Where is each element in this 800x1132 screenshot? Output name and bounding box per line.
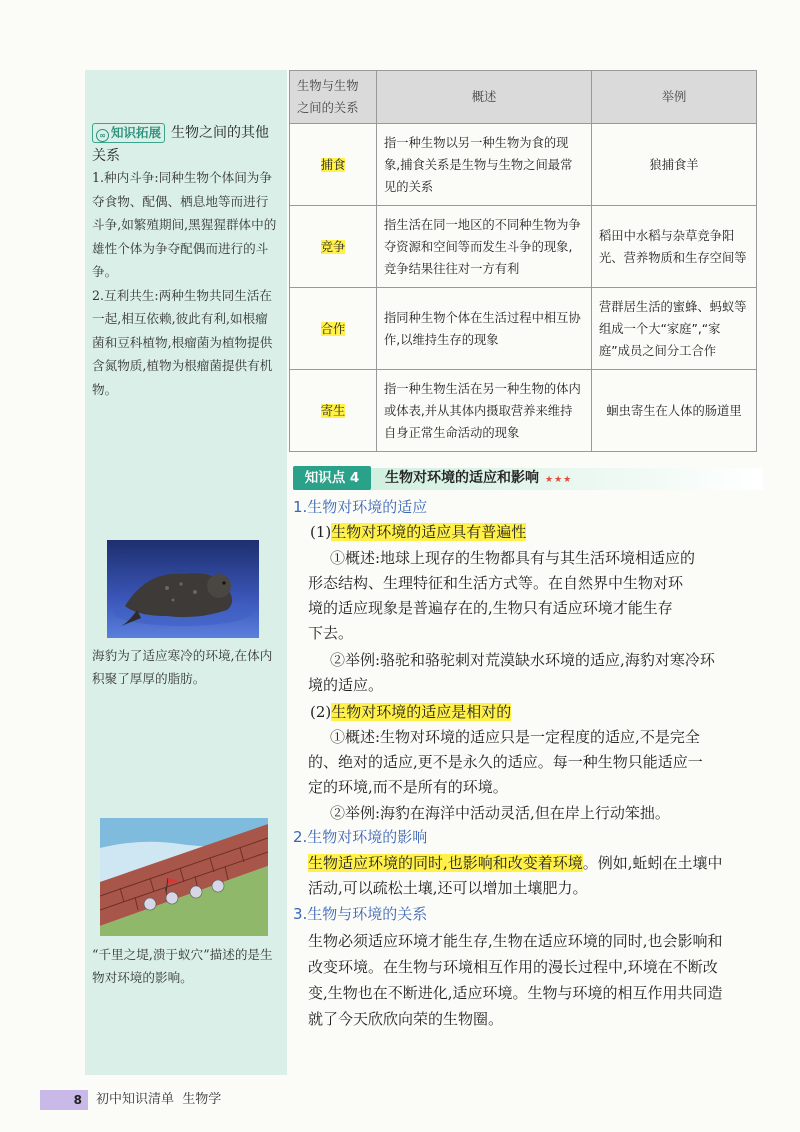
s1-2-a-line: 定的环境,而不是所有的环境。 xyxy=(308,778,508,796)
seal-photo xyxy=(107,540,259,638)
relation-desc: 指一种生物生活在另一种生物的体内或体表,并从其体内摄取营养来维持自身正常生命活动的现象 xyxy=(377,370,592,452)
header-summary: 概述 xyxy=(377,71,592,124)
sidebar-heading-block xyxy=(92,122,282,168)
header-example: 举例 xyxy=(592,71,757,124)
s3-line: 生物必须适应环境才能生存,生物在适应环境的同时,也会影响和 xyxy=(308,932,723,950)
s2-line: 生物适应环境的同时,也影响和改变着环境。例如,蚯蚓在土壤中 xyxy=(308,854,723,872)
sidebar-item-1: 1.种内斗争:同种生物个体间为争夺食物、配偶、栖息地等而进行斗争,如繁殖期间,黑猩猩群体中的雄性个体为争夺配偶而进行的斗争。 xyxy=(92,170,277,279)
relation-example: 营群居生活的蜜蜂、蚂蚁等组成一个大“家庭”,“家庭”成员之间分工合作 xyxy=(592,288,757,370)
table-row xyxy=(290,370,757,452)
table-header-row xyxy=(290,71,757,124)
relation-type: 寄生 xyxy=(290,370,377,452)
dike-illustration xyxy=(100,818,268,936)
sidebar-item-2: 2.互利共生:两种生物共同生活在一起,相互依赖,彼此有利,如根瘤菌和豆科植物,根瘤菌为植物提供含氮物质,植物为根瘤菌提供有机物。 xyxy=(92,287,273,397)
relation-desc: 指同种生物个体在生活过程中相互协作,以维持生存的现象 xyxy=(377,288,592,370)
dike-caption: “千里之堤,溃于蚁穴”描述的是生物对环境的影响。 xyxy=(92,947,273,985)
knowledge-extension-tag xyxy=(92,123,165,143)
subsection-1-2-title: (2)生物对环境的适应是相对的 xyxy=(310,703,512,721)
relation-desc: 指生活在同一地区的不同种生物为争夺资源和空间等而发生斗争的现象,竞争结果往往对一方有利 xyxy=(377,206,592,288)
footer-title: 初中知识清单 生物学 xyxy=(96,1092,222,1107)
importance-stars: ★★★ xyxy=(545,475,573,485)
s1-1-a-line: 下去。 xyxy=(308,624,354,642)
relationship-table xyxy=(289,70,757,452)
s1-2-a-line: ①概述:生物对环境的适应只是一定程度的适应,不是完全 xyxy=(330,728,700,746)
subsection-1-1-title: (1)生物对环境的适应具有普遍性 xyxy=(310,523,527,541)
relation-type: 竞争 xyxy=(290,206,377,288)
s2-line: 活动,可以疏松土壤,还可以增加土壤肥力。 xyxy=(308,879,588,897)
knowledge-point-tag: 知识点 4 xyxy=(293,466,371,490)
table-row xyxy=(290,206,757,288)
s3-line: 改变环境。在生物与环境相互作用的漫长过程中,环境在不断改 xyxy=(308,958,718,976)
s1-2-b-line: ②举例:海豹在海洋中活动灵活,但在岸上行动笨拙。 xyxy=(330,804,670,822)
section-2-title: 2.生物对环境的影响 xyxy=(293,828,428,846)
s1-1-b-line: ②举例:骆驼和骆驼刺对荒漠缺水环境的适应,海豹对寒冷环 xyxy=(330,651,715,669)
tag-label: 知识拓展 xyxy=(111,125,162,140)
link-icon: ∞ xyxy=(96,129,109,142)
section-3-title: 3.生物与环境的关系 xyxy=(293,905,428,923)
knowledge-point-title: 生物对环境的适应和影响 ★★★ xyxy=(385,470,573,486)
relation-type: 捕食 xyxy=(290,124,377,206)
s1-1-a-line: ①概述:地球上现存的生物都具有与其生活环境相适应的 xyxy=(330,549,696,567)
s1-1-b-line: 境的适应。 xyxy=(308,676,384,694)
seal-caption: 海豹为了适应寒冷的环境,在体内积聚了厚厚的脂肪。 xyxy=(92,648,273,686)
s1-2-a-line: 的、绝对的适应,更不是永久的适应。每一种生物只能适应一 xyxy=(308,753,703,771)
s3-line: 就了今天欣欣向荣的生物圈。 xyxy=(308,1010,504,1028)
relation-example: 稻田中水稻与杂草竞争阳光、营养物质和生存空间等 xyxy=(592,206,757,288)
s1-1-a-line: 境的适应现象是普遍存在的,生物只有适应环境才能生存 xyxy=(308,599,673,617)
table-row xyxy=(290,288,757,370)
header-relation: 生物与生物之间的关系 xyxy=(290,71,377,124)
s3-line: 变,生物也在不断进化,适应环境。生物与环境的相互作用共同造 xyxy=(308,984,723,1002)
page-number: 8 xyxy=(40,1090,88,1110)
section-1-title: 1.生物对环境的适应 xyxy=(293,498,428,516)
s1-1-a-line: 形态结构、生理特征和生活方式等。在自然界中生物对环 xyxy=(308,574,684,592)
relation-desc: 指一种生物以另一种生物为食的现象,捕食关系是生物与生物之间最常见的关系 xyxy=(377,124,592,206)
sidebar-body xyxy=(92,166,278,401)
relation-example: 狼捕食羊 xyxy=(592,124,757,206)
table-row xyxy=(290,124,757,206)
relation-type: 合作 xyxy=(290,288,377,370)
relation-example: 蛔虫寄生在人体的肠道里 xyxy=(592,370,757,452)
sidebar-heading: 生物之间的其他关系 xyxy=(92,125,270,164)
